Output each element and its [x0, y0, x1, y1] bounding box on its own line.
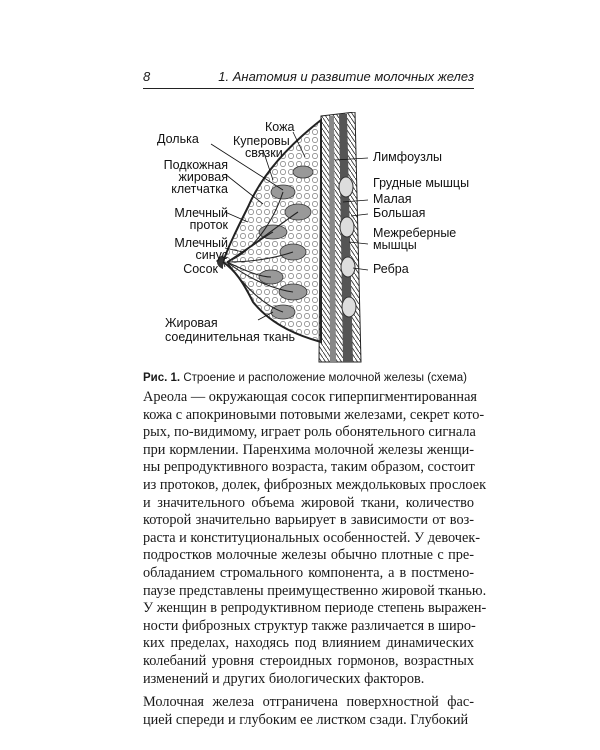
caption-text: Строение и расположение молочной железы (схема): [180, 372, 467, 384]
paragraph-2: [143, 694, 474, 729]
text-line: которой значительно варьирует в зависимости от воз-: [143, 512, 474, 529]
label-mlechny-sinus-1: Млечный: [174, 236, 228, 250]
text-line: цией спереди и глубоким ее листком сзади. Глубокий: [143, 711, 469, 728]
text-line: ких пределах, находясь под влиянием динамических: [143, 635, 474, 652]
text-line: из протоков, долек, фиброзных междольковых прослоек: [143, 476, 487, 493]
rib-4: [342, 297, 356, 317]
label-podkozhnaya-1: Подкожная: [163, 158, 228, 172]
label-kozha: Кожа: [265, 120, 295, 134]
text-line: и значительного объема жировой ткани, количество: [143, 494, 474, 511]
label-mlechny-sinus-2: синус: [195, 248, 228, 262]
text-line: при кормлении. Паренхима молочной железы женщи-: [143, 441, 474, 458]
label-mlechny-protok-2: проток: [189, 218, 228, 232]
label-grudnye: Грудные мышцы: [373, 176, 470, 190]
label-limfouzly: Лимфоузлы: [373, 150, 442, 164]
text-line: изменений и других биологических факторов.: [143, 670, 425, 687]
label-mezhrebernye-1: Межреберные: [373, 226, 457, 240]
rib-1: [339, 177, 353, 197]
text-line: ности фиброзных структур также различается в широ-: [143, 617, 476, 634]
label-mlechny-protok-1: Млечный: [174, 206, 228, 220]
body-text: [143, 389, 487, 729]
label-zhirovaya-1: Жировая: [165, 316, 218, 330]
caption-label: Рис. 1.: [143, 372, 181, 384]
label-kuperovy-1: Куперовы: [233, 134, 290, 148]
text-line: рых, по-видимому, играет роль обонятельного сигнала: [143, 424, 476, 441]
page-number: 8: [143, 69, 151, 84]
breast-anatomy-figure: [143, 112, 503, 364]
text-line: ны репродуктивного возраста, таким образом, состоит: [143, 459, 475, 476]
header-rule: [143, 88, 474, 89]
rib-3: [341, 257, 355, 277]
label-sosok: Сосок: [183, 262, 218, 276]
text-line: обладанием стромального компонента, а в постмено-: [143, 564, 474, 581]
paragraph-1: [143, 389, 487, 688]
label-podkozhnaya-2: жировая: [178, 170, 228, 184]
text-line: раста и конституциональных особенностей. У девочек-: [143, 529, 481, 546]
rib-2: [340, 217, 354, 237]
label-rebra: Ребра: [373, 262, 409, 276]
text-line: колебаний уровня стероидных гормонов, возрастных: [143, 652, 474, 669]
label-podkozhnaya-3: клетчатка: [171, 182, 228, 196]
text-line: У женщин в репродуктивном периоде степень выражен-: [143, 600, 487, 617]
label-mezhrebernye-2: мышцы: [373, 238, 417, 252]
text-line: Молочная железа отграничена поверхностной фас-: [143, 694, 474, 711]
text-line: паузе представлены преимущественно жировой тканью.: [143, 582, 487, 599]
text-line: кожа с апокриновыми потовыми железами, секрет кото-: [143, 406, 485, 423]
label-bolshaya: Большая: [373, 206, 426, 220]
figure-caption: [143, 372, 483, 384]
label-malaya: Малая: [373, 192, 412, 206]
text-line: Ареола — окружающая сосок гиперпигментированная: [143, 389, 478, 405]
label-zhirovaya-2: соединительная ткань: [165, 330, 296, 344]
running-head: 1. Анатомия и развитие молочных желез: [218, 69, 474, 84]
label-dolka: Долька: [157, 132, 199, 146]
text-line: подростков молочные железы обычно плотные с пре-: [143, 547, 474, 564]
label-kuperovy-2: связки: [245, 146, 283, 160]
